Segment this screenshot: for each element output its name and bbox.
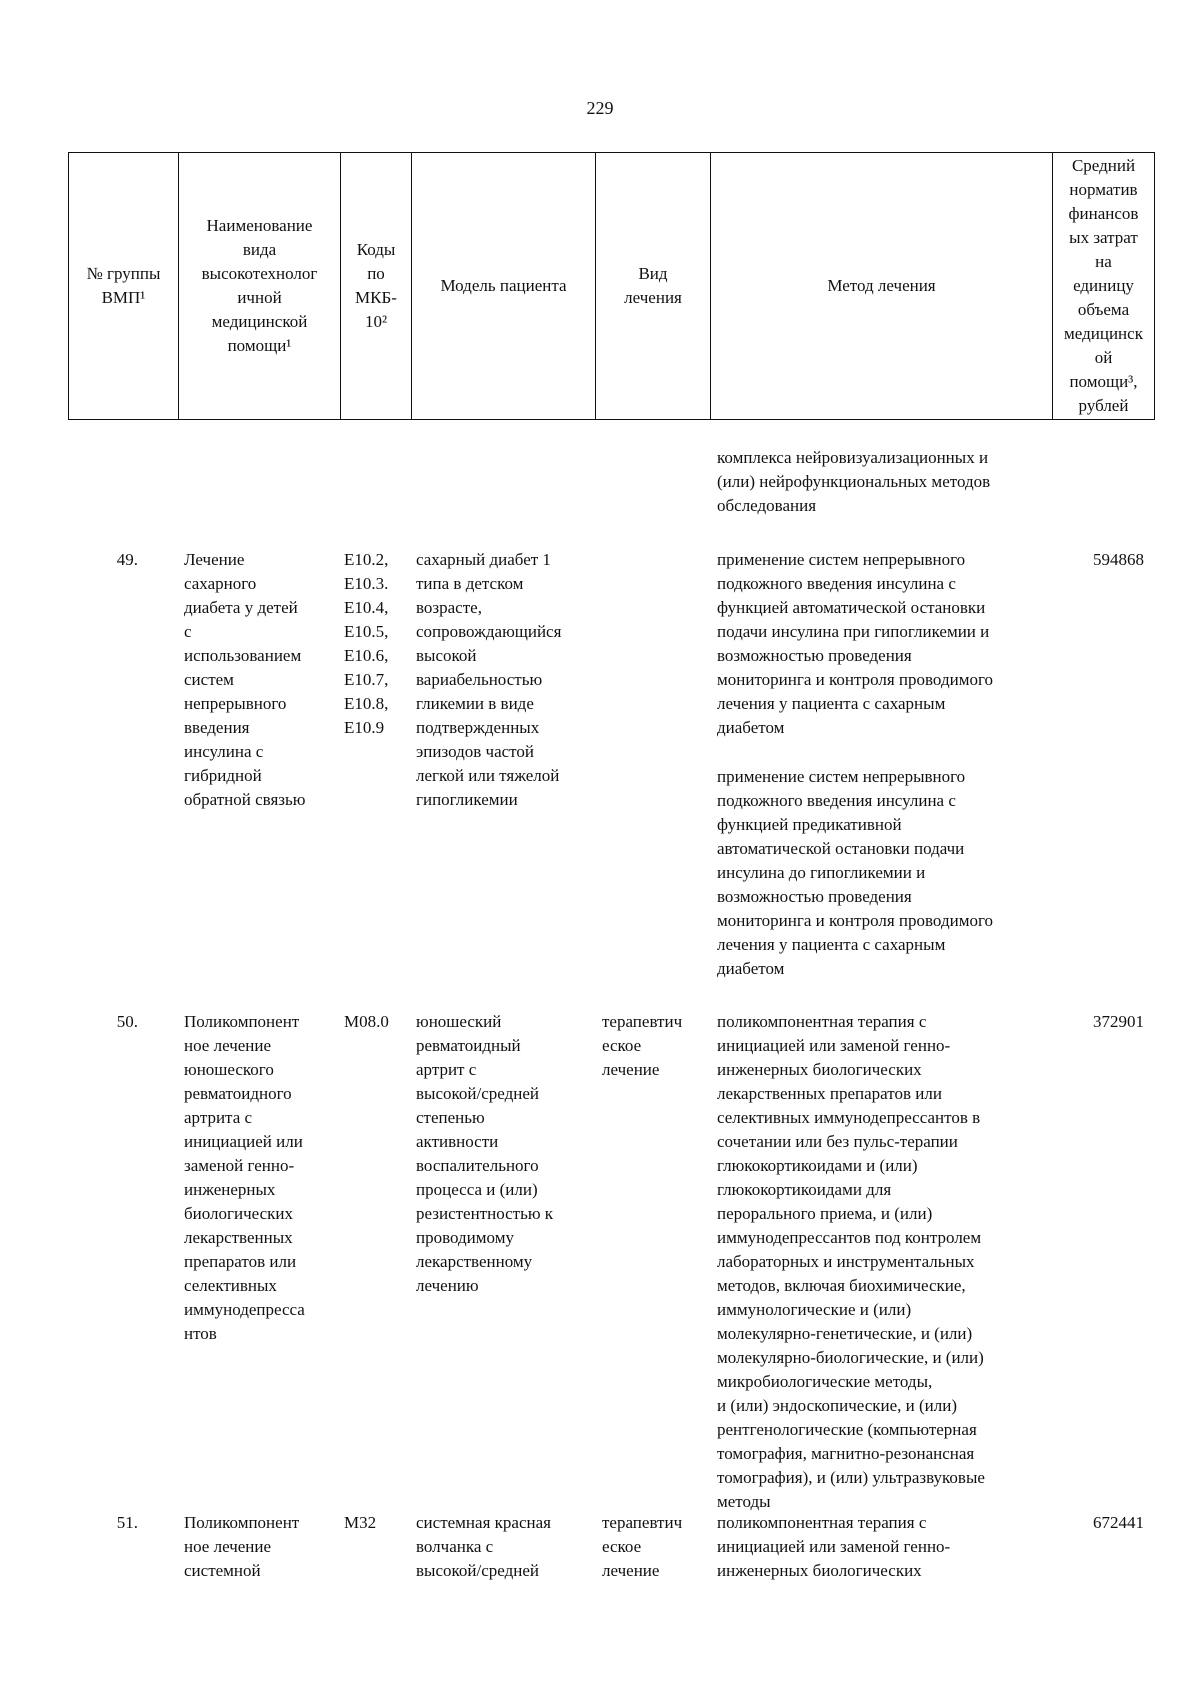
row-50-number: 50.	[116, 1012, 138, 1031]
header-avg-cost: Средний норматив финансов ых затрат на единицу объема медицинск ой помощи³, рублей	[1053, 153, 1155, 420]
row-51-cost: 672441	[1093, 1513, 1144, 1532]
row-50-method: поликомпонентная терапия с инициацией или заменой генно- инженерных биологических лекарственных препаратов или селективных иммунодепрессантов в сочетании или без пульс-терапии глюкокортикоидами и (или) глюкокортикоидами для перорального приема, и (или) иммунодепрессантов под контролем лабораторных и инструментальных методов, включая биохимические, иммунологические и (или) молекулярно-генетические, и (или) молекулярно-биологические, и (или) микробиологические методы, и (или) эндоскопические, и (или) рентгенологические (компьютерная томография, магнитно-резонансная томография), и (или) ультразвуковые методы	[717, 1012, 985, 1511]
row-51-type: терапевтич еское лечение	[602, 1513, 683, 1580]
row-49-number: 49.	[116, 550, 138, 569]
row-49-codes: E10.2, E10.3. E10.4, E10.5, E10.6, E10.7, E10.8, E10.9	[344, 550, 389, 737]
row-51-method: поликомпонентная терапия с инициацией или заменой генно- инженерных биологических	[717, 1513, 951, 1580]
header-treatment-method: Метод лечения	[711, 153, 1053, 420]
header-group-number: № группы ВМП¹	[69, 153, 179, 420]
row-51-codes: M32	[344, 1513, 377, 1532]
row-50-type: терапевтич еское лечение	[602, 1012, 683, 1079]
row-51-model: системная красная волчанка с высокой/средней	[416, 1513, 551, 1580]
row-50-cost: 372901	[1093, 1012, 1144, 1031]
row-49-method-1: применение систем непрерывного подкожного введения инсулина с функцией автоматической остановки подачи инсулина при гипогликемии и возможностью проведения мониторинга и контроля проводимого лечения у пациента с сахарным диабетом	[717, 550, 994, 737]
row-50-name: Поликомпонент ное лечение юношеского ревматоидного артрита с инициацией или заменой генно- инженерных биологических лекарственных препаратов или селективных иммунодепресса нтов	[184, 1012, 305, 1343]
row-51-number: 51.	[116, 1513, 138, 1532]
page-number: 229	[586, 98, 614, 118]
row-50-model: юношеский ревматоидный артрит с высокой/средней степенью активности воспалительного процесса и (или) резистентностью к проводимому лекарственному лечению	[416, 1012, 554, 1295]
row-49-name: Лечение сахарного диабета у детей с использованием систем непрерывного введения инсулина с гибридной обратной связью	[184, 550, 306, 809]
header-patient-model: Модель пациента	[412, 153, 596, 420]
header-treatment-type: Вид лечения	[596, 153, 711, 420]
header-type-name: Наименование вида высокотехнолог ичной медицинской помощи¹	[179, 153, 341, 420]
continuation-text: комплекса нейровизуализационных и (или) нейрофункциональных методов обследования	[717, 448, 991, 515]
row-51-name: Поликомпонент ное лечение системной	[184, 1513, 300, 1580]
header-mkb-codes: Коды по МКБ- 10²	[341, 153, 412, 420]
row-50-codes: M08.0	[344, 1012, 389, 1031]
row-49-method-2: применение систем непрерывного подкожного введения инсулина с функцией предикативной автоматической остановки подачи инсулина до гипогликемии и возможностью проведения мониторинга и контроля проводимого лечения у пациента с сахарным диабетом	[717, 767, 994, 978]
row-49-model: сахарный диабет 1 типа в детском возрасте, сопровождающийся высокой вариабельностью гликемии в виде подтвержденных эпизодов частой легкой или тяжелой гипогликемии	[416, 550, 562, 809]
table-header	[68, 152, 1155, 420]
row-49-cost: 594868	[1093, 550, 1144, 569]
